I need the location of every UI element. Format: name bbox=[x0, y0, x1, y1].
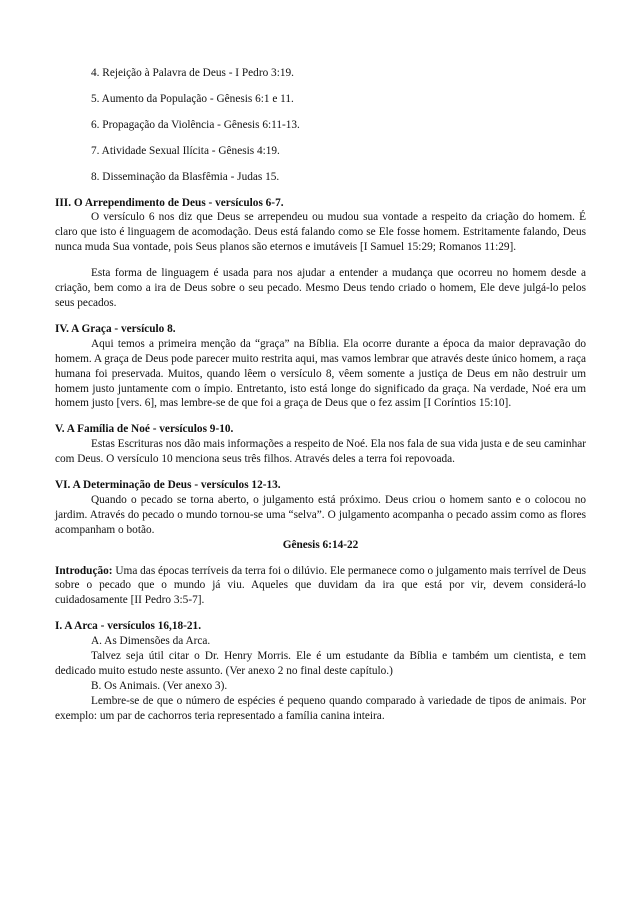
list-item-8: 8. Disseminação da Blasfêmia - Judas 15. bbox=[91, 170, 280, 183]
subsection-b-title: B. Os Animais. (Ver anexo 3). bbox=[91, 679, 228, 692]
chapter-title: Gênesis 6:14-22 bbox=[282, 538, 359, 551]
section-5-paragraph: Estas Escrituras nos dão mais informações a respeito de Noé. Ela nos fala de sua vida justa e de seu caminhar com Deus. O versículo 10 menciona seus três filhos. Através deles a terra foi repovoada. bbox=[55, 438, 586, 466]
list-item-7: 7. Atividade Sexual Ilícita - Gênesis 4:19. bbox=[91, 144, 280, 157]
section-3-paragraph-2: Esta forma de linguagem é usada para nos ajudar a entender a mudança que ocorreu no homem desde a criação, bem como a ira de Deus sobre o seu pecado. Mesmo Deus tendo criado o homem, Ele deve julgá-lo pelos seus pecados. bbox=[55, 267, 586, 309]
introduction-label: Introdução: bbox=[55, 564, 113, 577]
list-item-4: 4. Rejeição à Palavra de Deus - I Pedro 3:19. bbox=[91, 67, 294, 79]
introduction-text: Uma das épocas terríveis da terra foi o dilúvio. Ele permanece como o julgamento mais terrível de Deus sobre o pecado que o mundo já viu. Aqueles que duvidam da ira que está por vir, devem considerá-lo cuidadosamente [II Pedro 3:5-7]. bbox=[55, 564, 586, 607]
section-4-paragraph: Aqui temos a primeira menção da “graça” na Bíblia. Ela ocorre durante a época da maior depravação do homem. A graça de Deus pode parecer muito restrita aqui, mas vamos lembrar que através deste único homem, a raça humana foi preservada. Muitos, quando lêem o versículo 8, vêem somente a justiça de Deus em não destruir um homem justo juntamente com o ímpio. Entretanto, isto está longe do significado da graça. Na verdade, Noé era um homem justo [vers. 6], mas lembre-se de que foi a graça de Deus que o fez assim [I Coríntios 15:10]. bbox=[55, 337, 586, 410]
section-5-heading: V. A Família de Noé - versículos 9-10. bbox=[55, 423, 234, 436]
subsection-a-paragraph: Talvez seja útil citar o Dr. Henry Morris. Ele é um estudante da Bíblia e também um cientista, e tem dedicado muito estudo neste assunto. (Ver anexo 2 no final deste capítulo.) bbox=[55, 650, 586, 677]
section-3-heading: III. O Arrependimento de Deus - versículos 6-7. bbox=[55, 196, 284, 209]
section-6-heading: VI. A Determinação de Deus - versículos 12-13. bbox=[55, 479, 281, 492]
subsection-a-title: A. As Dimensões da Arca. bbox=[91, 635, 211, 648]
section-6-paragraph: Quando o pecado se torna aberto, o julgamento está próximo. Deus criou o homem santo e o colocou no jardim. Através do pecado o mundo tornou-se uma “selva”. O julgamento acompanha o pecado assim como as flores acompanham o botão. bbox=[55, 493, 586, 536]
introduction-paragraph bbox=[55, 564, 586, 609]
section-4-heading: IV. A Graça - versículo 8. bbox=[55, 322, 176, 335]
section-1-heading: I. A Arca - versículos 16,18-21. bbox=[55, 620, 202, 633]
document-page bbox=[55, 66, 586, 724]
list-item-6: 6. Propagação da Violência - Gênesis 6:11-13. bbox=[91, 118, 300, 131]
subsection-b-paragraph: Lembre-se de que o número de espécies é pequeno quando comparado à variedade de tipos de animais. Por exemplo: um par de cachorros teria representado a família canina inteira. bbox=[55, 694, 586, 722]
section-3-paragraph-1: O versículo 6 nos diz que Deus se arrependeu ou mudou sua vontade a respeito da criação do homem. É claro que isto é linguagem de acomodação. Deus está falando como se Ele fosse homem. Estritamente falando, Deus nunca muda Sua vontade, pois Seus planos são eternos e imutáveis [I Samuel 15:29; Romanos 11:29]. bbox=[55, 211, 586, 254]
list-item-5: 5. Aumento da População - Gênesis 6:1 e 11. bbox=[91, 92, 294, 105]
